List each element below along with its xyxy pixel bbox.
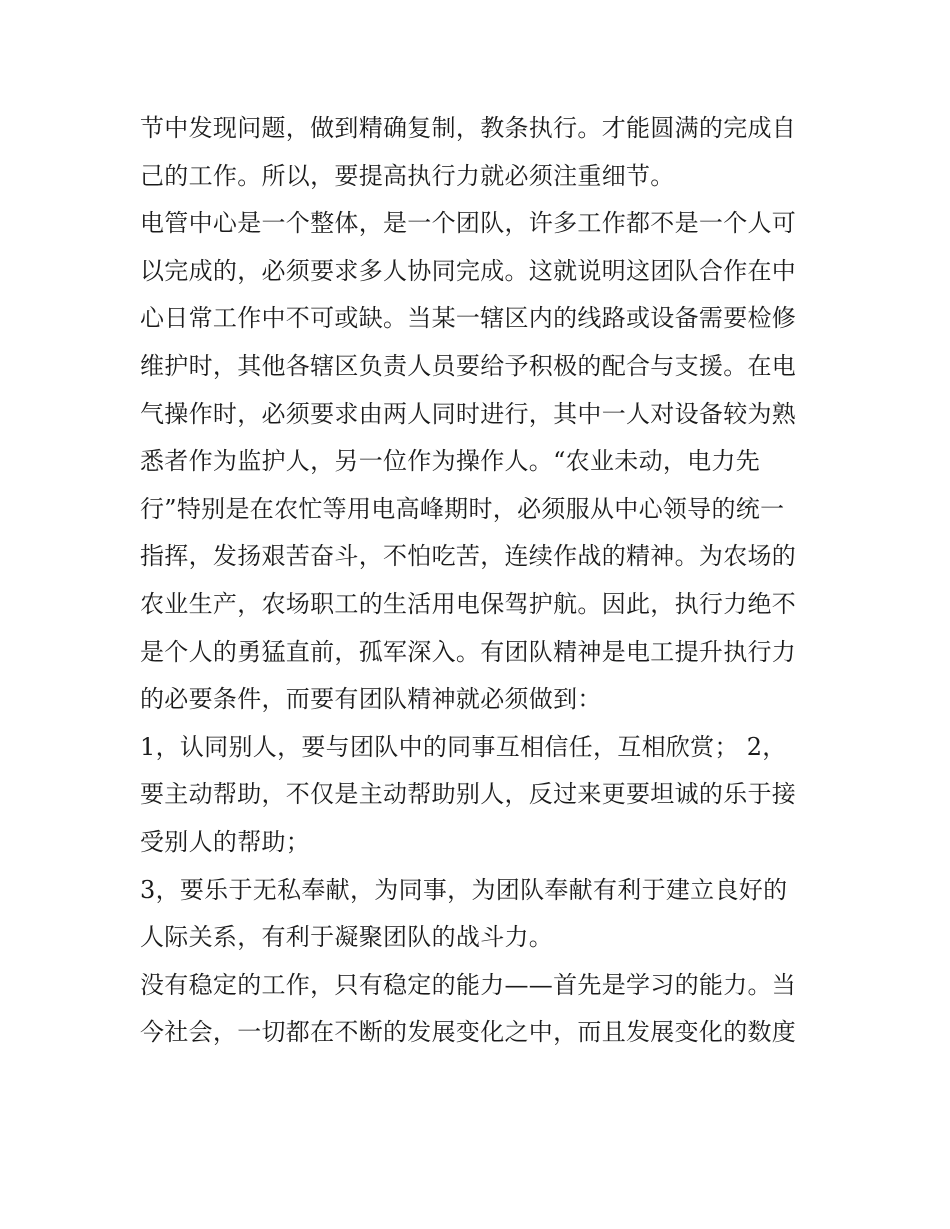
text-line-8: 悉者作为监护人，另一位作为操作人。“农业未动，电力先 (140, 447, 761, 476)
text-line-19: 没有稳定的工作，只有稳定的能力——首先是学习的能力。当 (140, 970, 797, 999)
text-line-3: 电管中心是一个整体，是一个团队，许多工作都不是一个人可 (140, 209, 797, 238)
text-line-1: 节中发现问题，做到精确复制，教条执行。才能圆满的完成自 (140, 114, 797, 142)
text-line-4: 以完成的，必须要求多人协同完成。这就说明这团队合作在中 (140, 256, 797, 285)
text-line-6: 维护时，其他各辖区负责人员要给予积极的配合与支援。在电 (140, 351, 797, 380)
document-body (140, 105, 820, 1057)
text-line-14: 1，认同别人，要与团队中的同事互相信任，互相欣赏； 2， (140, 732, 787, 761)
text-line-15: 要主动帮助，不仅是主动帮助别人，反过来更要坦诚的乐于接 (140, 780, 797, 809)
text-line-10: 指挥，发扬艰苦奋斗，不怕吃苦，连续作战的精神。为农场的 (140, 542, 797, 571)
text-line-5: 心日常工作中不可或缺。当某一辖区内的线路或设备需要检修 (140, 304, 797, 333)
text-line-13: 的必要条件，而要有团队精神就必须做到： (140, 685, 602, 714)
text-line-12: 是个人的勇猛直前，孤军深入。有团队精神是电工提升执行力 (140, 637, 797, 666)
text-line-2: 己的工作。所以，要提高执行力就必须注重细节。 (140, 161, 675, 190)
text-line-17: 3，要乐于无私奉献，为同事，为团队奉献有利于建立良好的 (140, 875, 788, 904)
text-line-9: 行”特别是在农忙等用电高峰期时，必须服从中心领导的统一 (140, 494, 785, 523)
text-line-7: 气操作时，必须要求由两人同时进行，其中一人对设备较为熟 (140, 399, 797, 428)
text-line-20: 今社会，一切都在不断的发展变化之中，而且发展变化的数度 (140, 1018, 797, 1047)
text-line-18: 人际关系，有利于凝聚团队的战斗力。 (140, 923, 554, 952)
text-line-11: 农业生产，农场职工的生活用电保驾护航。因此，执行力绝不 (140, 589, 797, 618)
text-line-16: 受别人的帮助； (140, 827, 311, 856)
